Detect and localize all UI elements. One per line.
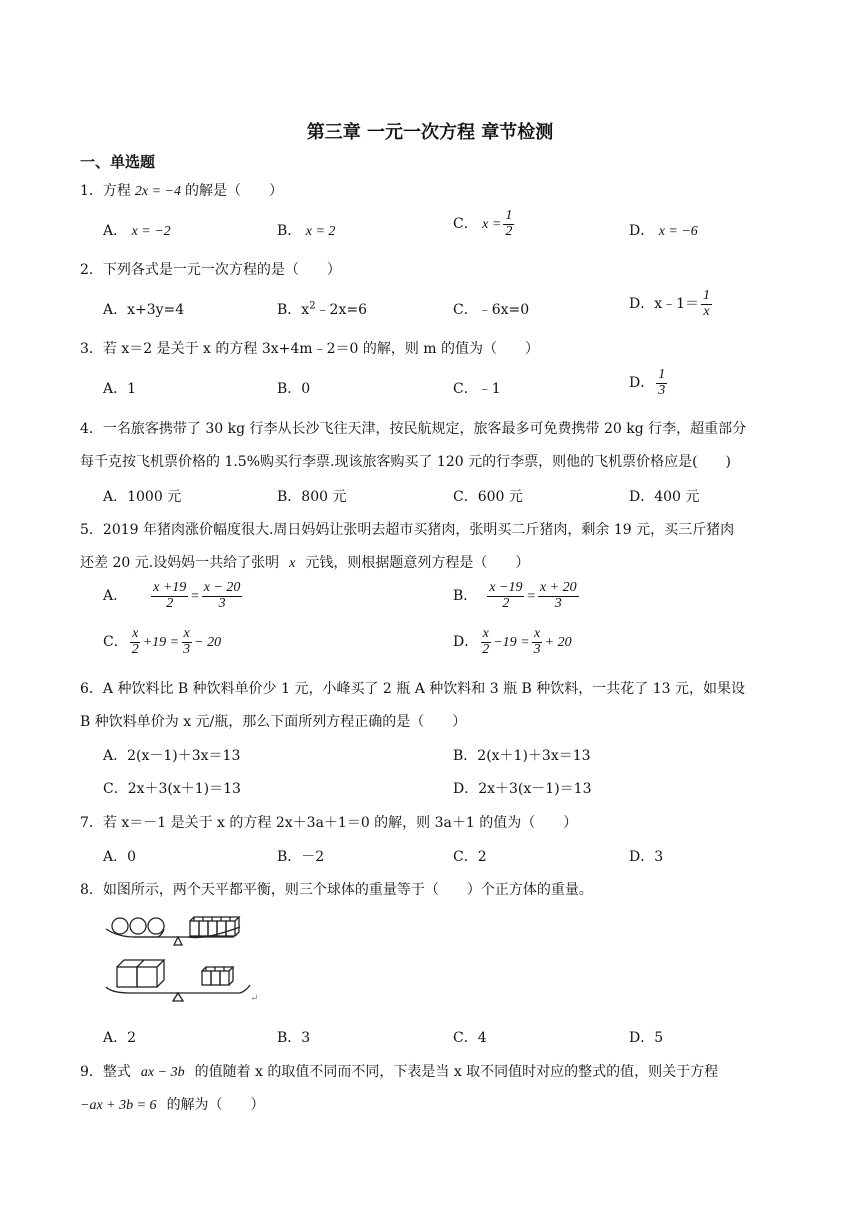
ball-icon bbox=[130, 918, 146, 934]
q4-option-c: C．600 元 bbox=[453, 489, 523, 505]
q2-option-b: B．$x^2﹣2x=6$ bbox=[277, 300, 368, 318]
q1-option-a: A． x = −2 bbox=[103, 223, 171, 239]
question-9-line-1: 9．整式 ax − 3b 的值随着 x 的取值不同而不同，下表是当 x 取不同值时对应的整式的值，则关于方程 bbox=[80, 1064, 719, 1080]
question-3-stem: 3．若 x＝2 是关于 x 的方程 3x+4m﹣2＝0 的解，则 m 的值为（ ） bbox=[80, 341, 540, 357]
q4-option-a: A．1000 元 bbox=[103, 489, 182, 505]
q7-option-c: C．2 bbox=[453, 849, 487, 865]
question-7-stem: 7．若 x＝－1 是关于 x 的方程 2x＋3a＋1＝0 的解，则 3a＋1 的值为（ ） bbox=[80, 815, 578, 831]
section-heading: 一、单选题 bbox=[80, 153, 156, 171]
q6-option-a: A．2(x－1)＋3x＝13 bbox=[103, 748, 241, 764]
ball-icon bbox=[148, 918, 164, 934]
q3-option-c: C．﹣1 bbox=[453, 381, 501, 397]
q2-option-a: A．x+3y=4 bbox=[103, 302, 185, 318]
q3-option-b: B．0 bbox=[277, 381, 311, 397]
q8-option-c: C．4 bbox=[453, 1030, 487, 1046]
q3-option-d: D． $\frac{1}{3}$ bbox=[629, 367, 666, 398]
q8-option-a: A．2 bbox=[103, 1030, 137, 1046]
question-5-line-2: 还差 20 元.设妈妈一共给了张明 x 元钱，则根据题意列方程是（ ） bbox=[80, 555, 530, 571]
question-4-line-1: 4．一名旅客携带了 30 kg 行李从长沙飞往天津，按民航规定，旅客最多可免费携带 20 kg 行李，超重部分 bbox=[80, 421, 747, 437]
q3-option-a: A．1 bbox=[103, 381, 137, 397]
q1-option-c: C． x = $\frac{1}{2}$ bbox=[453, 208, 513, 239]
question-6-line-1: 6．A 种饮料比 B 种饮料单价少 1 元，小峰买了 2 瓶 A 种饮料和 3 瓶 B 种饮料，一共花了 13 元，如果设 bbox=[80, 681, 745, 697]
q1-option-d: D． x = −6 bbox=[629, 223, 698, 239]
q1-option-b: B． x = 2 bbox=[277, 223, 336, 239]
paragraph-mark: ↵ bbox=[250, 993, 259, 1004]
cube-icon bbox=[190, 921, 199, 936]
q8-option-d: D．5 bbox=[629, 1030, 664, 1046]
question-1-stem: 1．方程 2x = −4 的解是（ ） bbox=[80, 183, 284, 199]
ball-icon bbox=[112, 918, 128, 934]
q5-option-c: C． $\frac{x}{2}$ +19 = $\frac{x}{3}$ − 20 bbox=[103, 626, 222, 657]
q6-option-c: C．2x＋3(x＋1)＝13 bbox=[103, 781, 241, 797]
q6-option-d: D．2x＋3(x－1)＝13 bbox=[453, 781, 592, 797]
balance-scales-figure bbox=[100, 905, 260, 1010]
q2-option-c: C．﹣6x=0 bbox=[453, 302, 530, 318]
bottom-balance bbox=[106, 960, 250, 1001]
q7-option-a: A．0 bbox=[103, 849, 137, 865]
q7-option-d: D．3 bbox=[629, 849, 664, 865]
q5-option-d: D． $\frac{x}{2}$ −19 = $\frac{x}{3}$ + 20 bbox=[453, 626, 572, 657]
q6-option-b: B．2(x＋1)＋3x＝13 bbox=[453, 748, 591, 764]
question-8-stem: 8．如图所示，两个天平都平衡，则三个球体的重量等于（ ）个正方体的重量。 bbox=[80, 882, 593, 898]
q5-option-a: A． $\frac{x +19}{2}$ = $\frac{x - 20}{3}$ bbox=[103, 580, 241, 611]
q2-option-d: D．x﹣1＝ $\frac{1}{x}$ bbox=[629, 288, 711, 319]
page-title: 第三章 一元一次方程 章节检测 bbox=[306, 122, 554, 143]
q4-option-b: B．800 元 bbox=[277, 489, 347, 505]
question-6-line-2: B 种饮料单价为 x 元/瓶，那么下面所列方程正确的是（ ） bbox=[80, 714, 467, 730]
q5-option-b: B． $\frac{x -19}{2}$ = $\frac{x + 20}{3}$ bbox=[453, 580, 577, 611]
question-5-line-1: 5．2019 年猪肉涨价幅度很大.周日妈妈让张明去超市买猪肉，张明买二斤猪肉，剩余 19 元，买三斤猪肉 bbox=[80, 522, 735, 538]
question-4-line-2: 每千克按飞机票价格的 1.5%购买行李票.现该旅客购买了 120 元的行李票，则他的飞机票价格应是( ) bbox=[80, 454, 732, 470]
q7-option-b: B．－2 bbox=[277, 849, 325, 865]
question-9-line-2: −ax + 3b = 6 的解为（ ） bbox=[80, 1097, 265, 1113]
q8-option-b: B．3 bbox=[277, 1030, 311, 1046]
top-balance bbox=[106, 917, 240, 945]
question-2-stem: 2．下列各式是一元一次方程的是（ ） bbox=[80, 262, 341, 278]
q4-option-d: D．400 元 bbox=[629, 489, 700, 505]
cube-icon bbox=[117, 967, 137, 987]
